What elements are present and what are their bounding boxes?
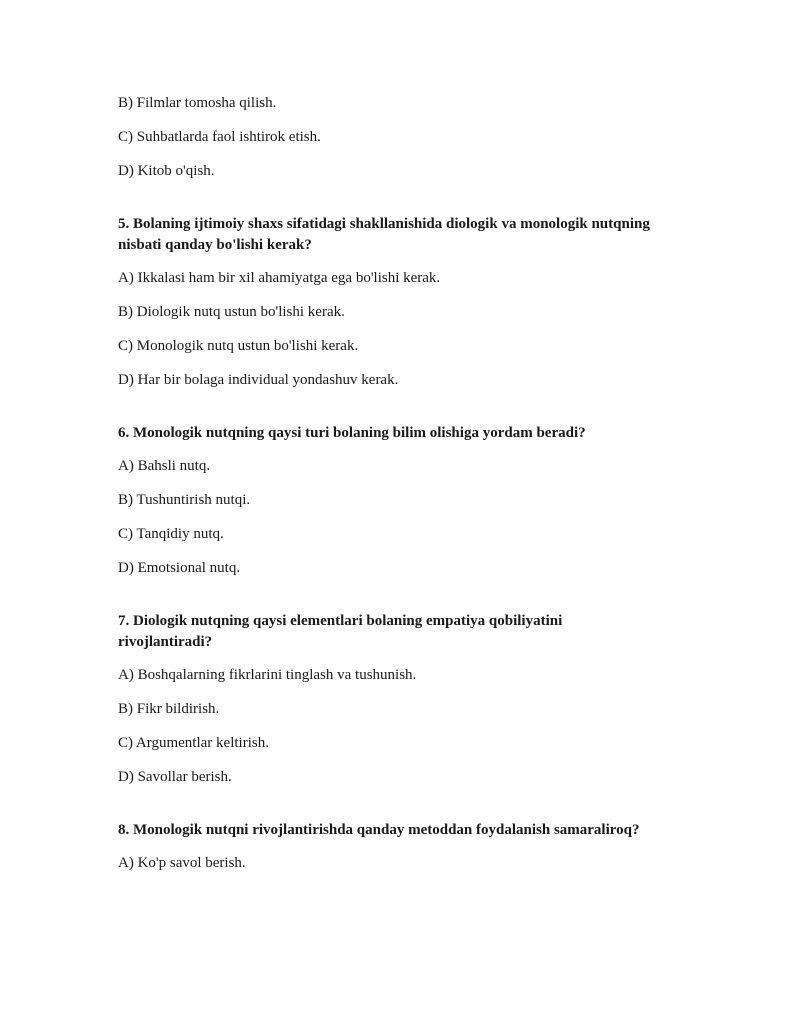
answer-option: D) Savollar berish. [118,769,232,785]
answer-option: A) Bahsli nutq. [118,458,211,474]
answer-option: D) Kitob o'qish. [118,163,215,179]
answer-option: C) Tanqidiy nutq. [118,526,224,542]
answer-option: B) Tushuntirish nutqi. [118,492,251,508]
answer-option: B) Fikr bildirish. [118,701,220,717]
question-6 [118,423,718,578]
answer-option: D) Har bir bolaga individual yondashuv kerak. [118,372,399,388]
answer-option: A) Ko'p savol berish. [118,855,246,871]
question-text: 7. Diologik nutqning qaysi elementlari bolaning empatiya qobiliyatini rivojlantiradi? [118,613,563,650]
answer-option: C) Monologik nutq ustun bo'lishi kerak. [118,338,359,354]
answer-option: A) Ikkalasi ham bir xil ahamiyatga ega bo'lishi kerak. [118,270,441,286]
question-4-continuation [118,93,718,181]
answer-option: C) Suhbatlarda faol ishtirok etish. [118,129,321,145]
answer-option: B) Diologik nutq ustun bo'lishi kerak. [118,304,345,320]
question-text: 8. Monologik nutqni rivojlantirishda qanday metoddan foydalanish samaraliroq? [118,822,640,838]
question-8 [118,820,718,873]
answer-option: C) Argumentlar keltirish. [118,735,269,751]
answer-option: A) Boshqalarning fikrlarini tinglash va tushunish. [118,667,417,683]
answer-option: B) Filmlar tomosha qilish. [118,95,277,111]
question-text: 6. Monologik nutqning qaysi turi bolaning bilim olishiga yordam beradi? [118,425,586,441]
question-5 [118,214,718,390]
question-7 [118,611,718,787]
question-text: 5. Bolaning ijtimoiy shaxs sifatidagi shakllanishida diologik va monologik nutqning nisbati qanday bo'lishi kerak? [118,216,650,253]
answer-option: D) Emotsional nutq. [118,560,241,576]
document-page [118,93,718,887]
